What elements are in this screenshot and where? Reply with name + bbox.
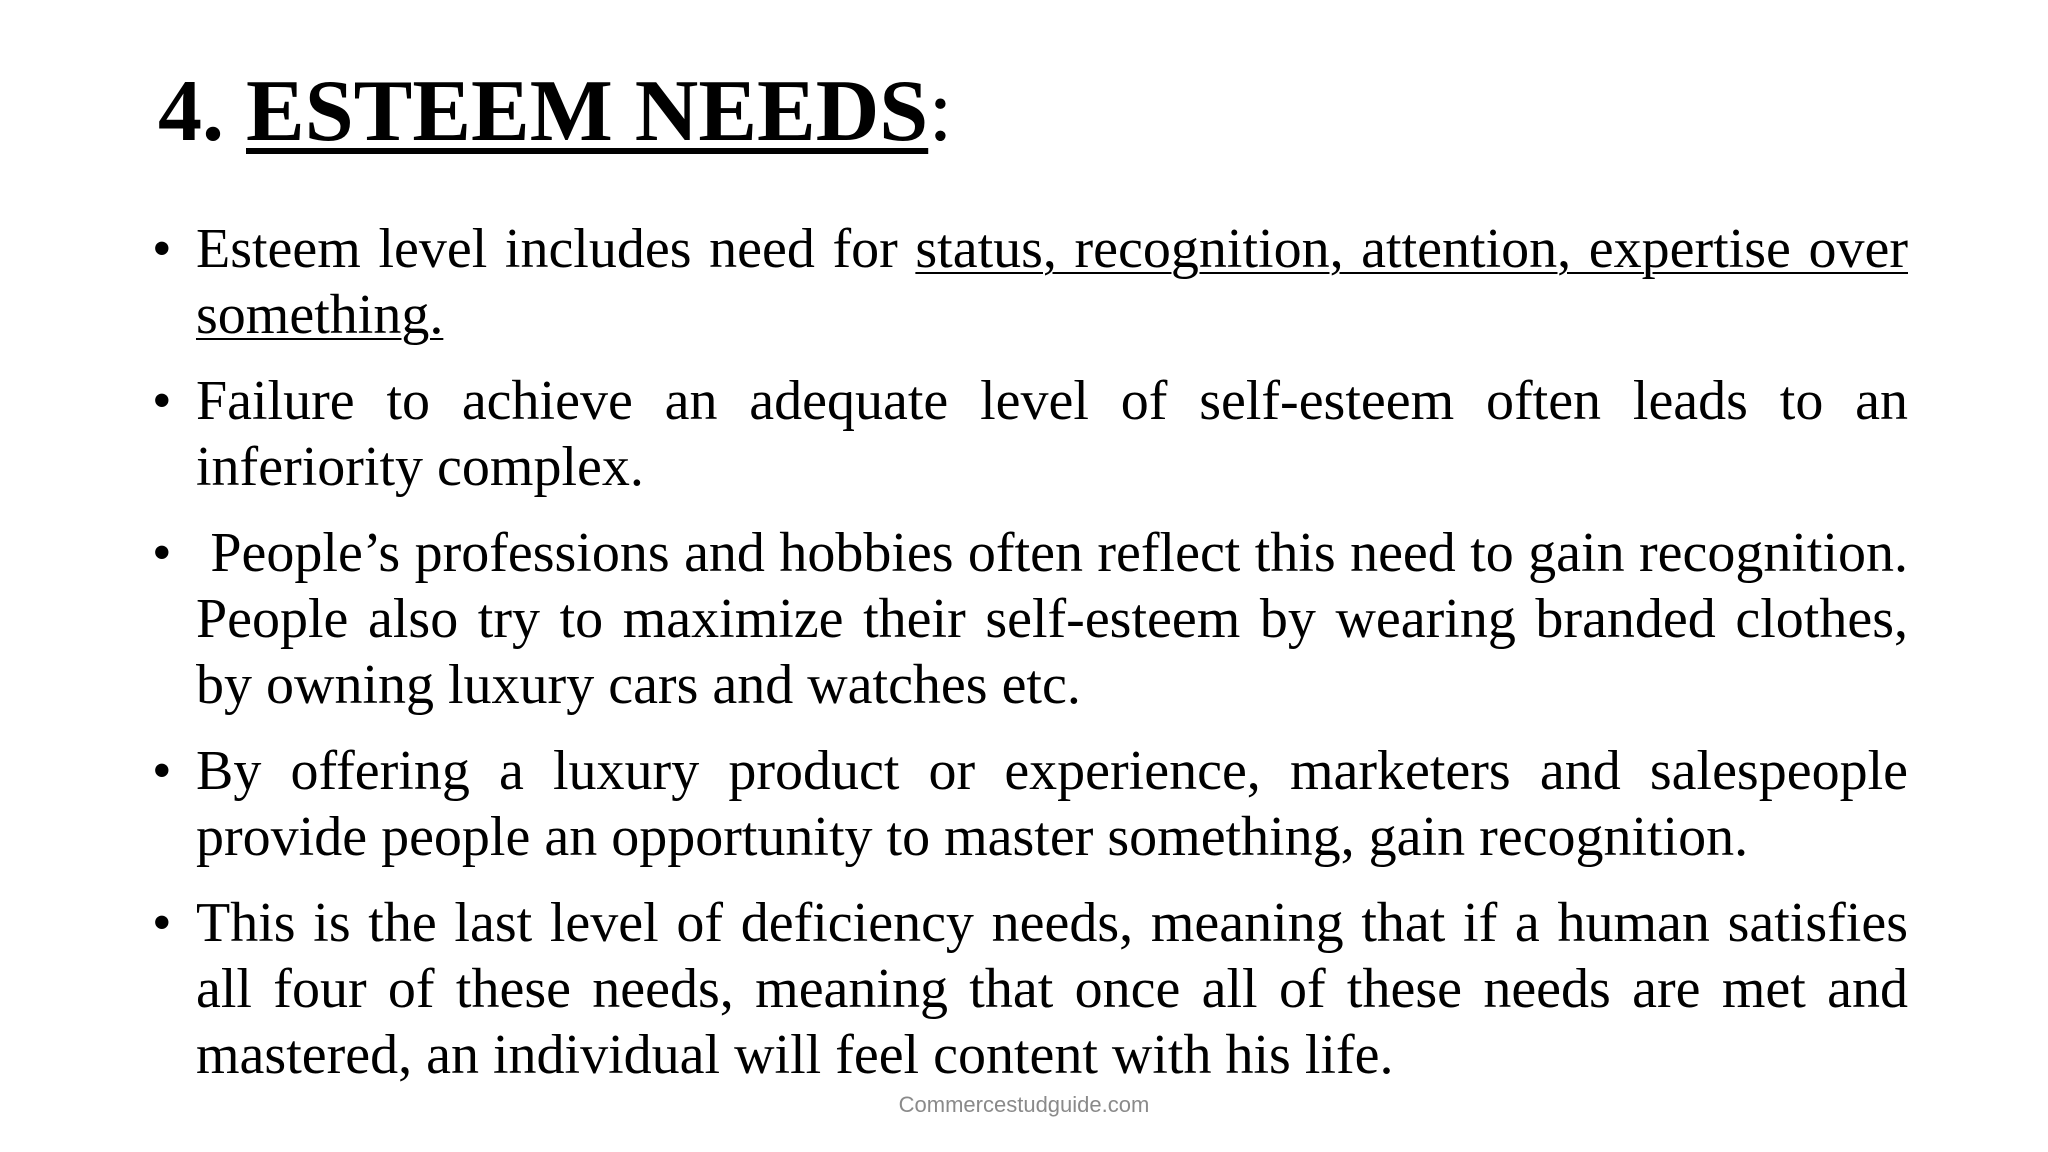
bullet-underlined-text: status, recognition, attention, expertise over something. xyxy=(196,218,1908,346)
bullet-text: Esteem level includes need for xyxy=(196,218,916,280)
title-heading: ESTEEM NEEDS xyxy=(246,63,929,160)
bullet-text: By offering a luxury product or experience, marketers and salespeople provide people an opportunity to master something, gain recognition. xyxy=(196,740,1908,868)
bullet-item-last-level xyxy=(152,890,1908,1088)
bullet-item-failure xyxy=(152,368,1908,500)
bullet-list xyxy=(152,216,1923,1108)
bullet-marker: • xyxy=(152,218,172,280)
bullet-marker: • xyxy=(152,740,172,802)
bullet-marker: • xyxy=(152,522,172,584)
bullet-item-esteem-level xyxy=(152,216,1908,348)
footer-watermark: Commercestudguide.com xyxy=(898,1092,1150,1117)
bullet-item-professions xyxy=(152,520,1923,718)
bullet-item-luxury xyxy=(152,738,1908,870)
bullet-marker: • xyxy=(152,892,172,954)
bullet-text: This is the last level of deficiency needs, meaning that if a human satisfies all four of these needs, meaning that once all of these needs are met and mastered, an individual will feel content with his life. xyxy=(196,892,1908,1086)
bullet-text: People’s professions and hobbies often reflect this need to gain recognition. People also try to maximize their self-esteem by wearing branded clothes, by owning luxury cars and watches etc. xyxy=(196,522,1923,716)
bullet-text: Failure to achieve an adequate level of self-esteem often leads to an inferiority complex. xyxy=(196,370,1908,498)
slide-title xyxy=(158,62,953,162)
title-colon: : xyxy=(928,63,953,160)
bullet-marker: • xyxy=(152,370,172,432)
title-number: 4. xyxy=(158,63,246,160)
